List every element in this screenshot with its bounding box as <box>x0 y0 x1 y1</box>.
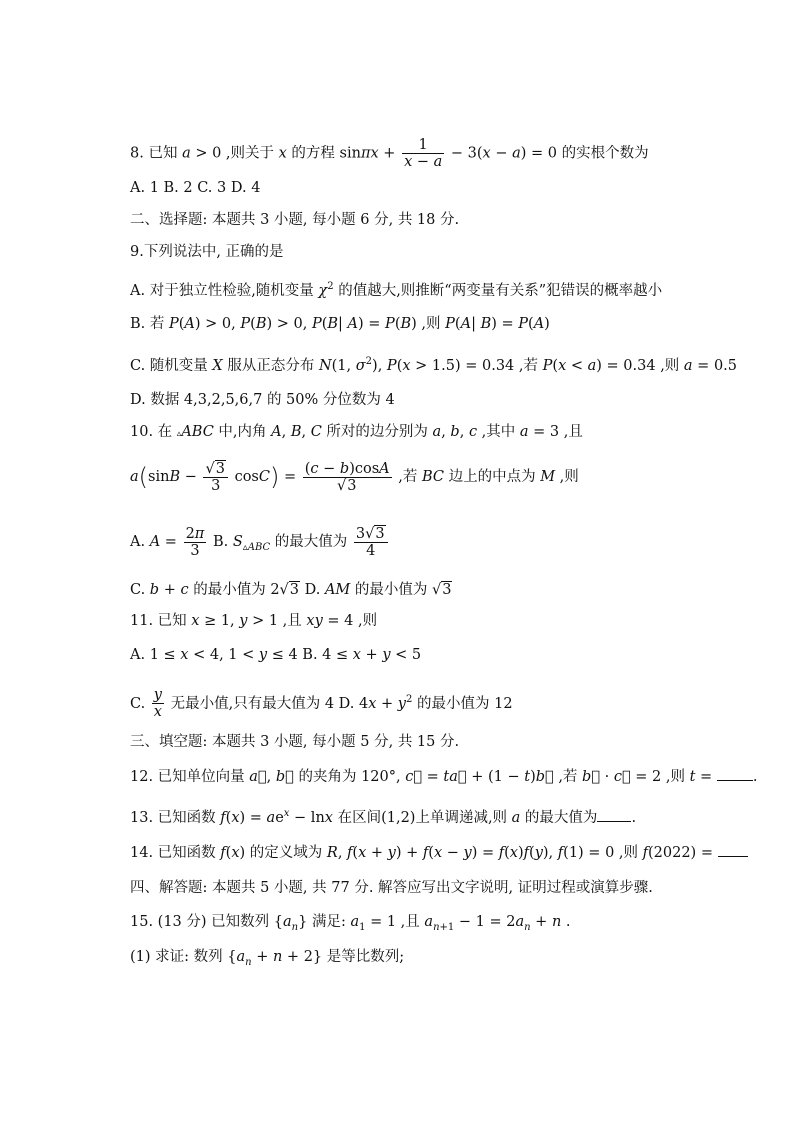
q9-text: 服从正态分布 <box>222 357 319 374</box>
question-11-stem: 11. 已知 x ≥ 1, y > 1 ,且 xy = 4 ,则 <box>130 613 378 629</box>
q13-text: 13. 已知函数 <box>130 809 221 826</box>
q15-text: 15. (13 分) 已知数列 <box>130 914 274 930</box>
q15-text: ,且 <box>396 914 425 930</box>
answer-blank[interactable] <box>718 842 748 857</box>
q10-text: D. <box>300 582 325 598</box>
question-12: 12. 已知单位向量 a⃗, b⃗ 的夹角为 120°, c⃗ = ta⃗ + (1 − t)b⃗ ,若 b⃗ · c⃗ = 2 ,则 t = . <box>130 766 757 787</box>
q10-text: ,则 <box>555 469 579 485</box>
q11-text: ,且 <box>278 613 307 629</box>
question-14: 14. 已知函数 f(x) 的定义域为 R, f(x + y) + f(x − y) = f(x)f(y), f(1) = 0 ,则 f(2022) = <box>130 842 748 863</box>
q10-text: 的最小值为 <box>188 582 271 598</box>
question-9-stem: 9.下列说法中, 正确的是 <box>130 244 284 260</box>
q10-text: A. <box>130 534 150 550</box>
question-11-options-ab: A. 1 ≤ x < 4, 1 < y ≤ 4 B. 4 ≤ x + y < 5 <box>130 647 422 663</box>
fraction: $\frac{(c - b)\cos A}{√3}$ <box>304 460 390 494</box>
q11-text: ,则 <box>353 613 378 629</box>
answer-blank[interactable] <box>597 807 631 822</box>
q9-text: A. 对于独立性检验,随机变量 <box>130 282 319 299</box>
q11-text: 无最小值,只有最大值为 4 D. <box>166 695 359 712</box>
question-9-option-d: D. 数据 4,3,2,5,6,7 的 50% 分位数为 4 <box>130 392 395 408</box>
q10-text: 中,内角 <box>213 424 272 440</box>
q10-text: 的最大值为 <box>270 534 352 550</box>
q14-text: 的定义域为 <box>245 845 327 861</box>
fraction: $\frac{√3}{3}$ <box>203 461 227 494</box>
section-heading-2: 二、选择题: 本题共 3 小题, 每小题 6 分, 共 18 分. <box>130 212 460 228</box>
section-heading-4: 四、解答题: 本题共 5 小题, 共 77 分. 解答应写出文字说明, 证明过程或演算步骤. <box>130 880 653 896</box>
q9-text: ,则 <box>655 357 684 374</box>
q10-text: ,其中 <box>477 424 520 440</box>
q8-text: ,则关于 <box>221 145 279 162</box>
question-9-option-b: B. 若 P(A) > 0, P(B) > 0, P(B| A) = P(B) ,则 P(A| B) = P(A) <box>130 316 550 332</box>
q12-text: 12. 已知单位向量 <box>130 769 250 785</box>
question-15-part-1: (1) 求证: 数列 $\{a_n + n + 2\}$ 是等比数列; <box>130 949 405 968</box>
q12-text: 的夹角为 <box>293 769 362 785</box>
q11-text: 11. 已知 <box>130 613 192 629</box>
question-8-options: A. 1 B. 2 C. 3 D. 4 <box>130 180 261 196</box>
q12-text: ,若 <box>553 769 583 785</box>
question-13: 13. 已知函数 $f(x) = ae^x - \ln x$ 在区间(1,2)上单调递减,则 a 的最大值为 . <box>130 808 637 826</box>
q12-text: ,则 <box>661 769 690 785</box>
q8-text: 的实根个数为 <box>557 145 649 162</box>
fraction: $\frac{y}{x}$ <box>153 687 162 721</box>
q14-text: 14. 已知函数 <box>130 845 221 861</box>
q11-text: 的最小值为 12 <box>412 695 513 712</box>
q15-text: 满足: <box>307 914 351 930</box>
q10-text: ,若 <box>398 469 422 485</box>
q12-text: = <box>695 769 717 785</box>
question-10-stem: 10. 在 ▵ABC 中,内角 A, B, C 所对的边分别为 a, b, c ,其中 a = 3 ,且 <box>130 424 583 440</box>
question-10-condition: a(sinB − $\frac{√3}{3}$ cosC) = $\frac{(c - b)\cos A}{√3}$ ,若 BC 边上的中点为 M ,则 <box>130 460 579 494</box>
q10-text: 所对的边分别为 <box>321 424 433 440</box>
q9-text: 的值越大,则推断“两变量有关系”犯错误的概率越小 <box>333 282 663 299</box>
q13-text: 在区间(1,2)上单调递减,则 <box>332 809 512 826</box>
question-9-option-a: A. 对于独立性检验,随机变量 $\chi^2$ 的值越大,则推断“两变量有关系”犯错误的概率越小 <box>130 281 663 299</box>
q11-text: B. <box>297 647 323 663</box>
q10-text: 的最小值为 <box>350 582 432 598</box>
fraction: $\frac{2\pi}{3}$ <box>185 525 205 559</box>
q15-text: (1) 求证: 数列 <box>130 949 228 965</box>
q11-text: A. <box>130 647 150 663</box>
question-9-option-c: C. 随机变量 X 服从正态分布 N(1, $\sigma^2$), P(x > 1.5) = 0.34 ,若 P(x < a) = 0.34 ,则 a = 0.5 <box>130 356 738 374</box>
section-heading-3: 三、填空题: 本题共 3 小题, 每小题 5 分, 共 15 分. <box>130 734 460 750</box>
q9-text: C. 随机变量 <box>130 357 213 374</box>
q10-text: C. <box>130 582 150 598</box>
q9-text: B. 若 <box>130 316 169 332</box>
q13-text: 的最大值为 <box>520 809 598 826</box>
q10-text: B. <box>212 534 233 550</box>
question-11-options-cd: C. $\frac{y}{x}$ 无最小值,只有最大值为 4 D. $4x + y^2$ 的最小值为 12 <box>130 687 513 721</box>
q9-text: ,若 <box>514 357 543 374</box>
question-10-options-cd: C. b + c 的最小值为 2√3 D. AM 的最小值为 √3 <box>130 582 452 598</box>
q8-text: 的方程 <box>286 145 340 162</box>
question-8: 8. 已知 a > 0 ,则关于 x 的方程 sinπx + $\frac{1}{x - a}$ − 3(x − a) = 0 的实根个数为 <box>130 137 649 170</box>
q8-text: 8. 已知 <box>130 145 183 162</box>
q10-text: 10. 在 <box>130 424 177 440</box>
q15-text: 是等比数列; <box>322 949 405 965</box>
answer-blank[interactable] <box>717 766 753 781</box>
fraction: $\frac{3√3}{4}$ <box>354 526 388 559</box>
q9-text: ,则 <box>416 316 446 332</box>
q10-text: ,且 <box>559 424 583 440</box>
q11-text: C. <box>130 695 150 712</box>
fraction: $\frac{1}{x - a}$ <box>404 137 443 170</box>
q10-text: 边上的中点为 <box>444 469 541 485</box>
question-15: 15. (13 分) 已知数列 $\{a_n\}$ 满足: $a_1 = 1$ ,且 $a_{n+1} - 1 = 2a_n + n$ . <box>130 914 571 933</box>
q14-text: ,则 <box>614 845 643 861</box>
question-10-options-ab: A. A = $\frac{2\pi}{3}$ B. $S_{▵ABC}$ 的最大值为 $\frac{3√3}{4}$ <box>130 520 390 570</box>
